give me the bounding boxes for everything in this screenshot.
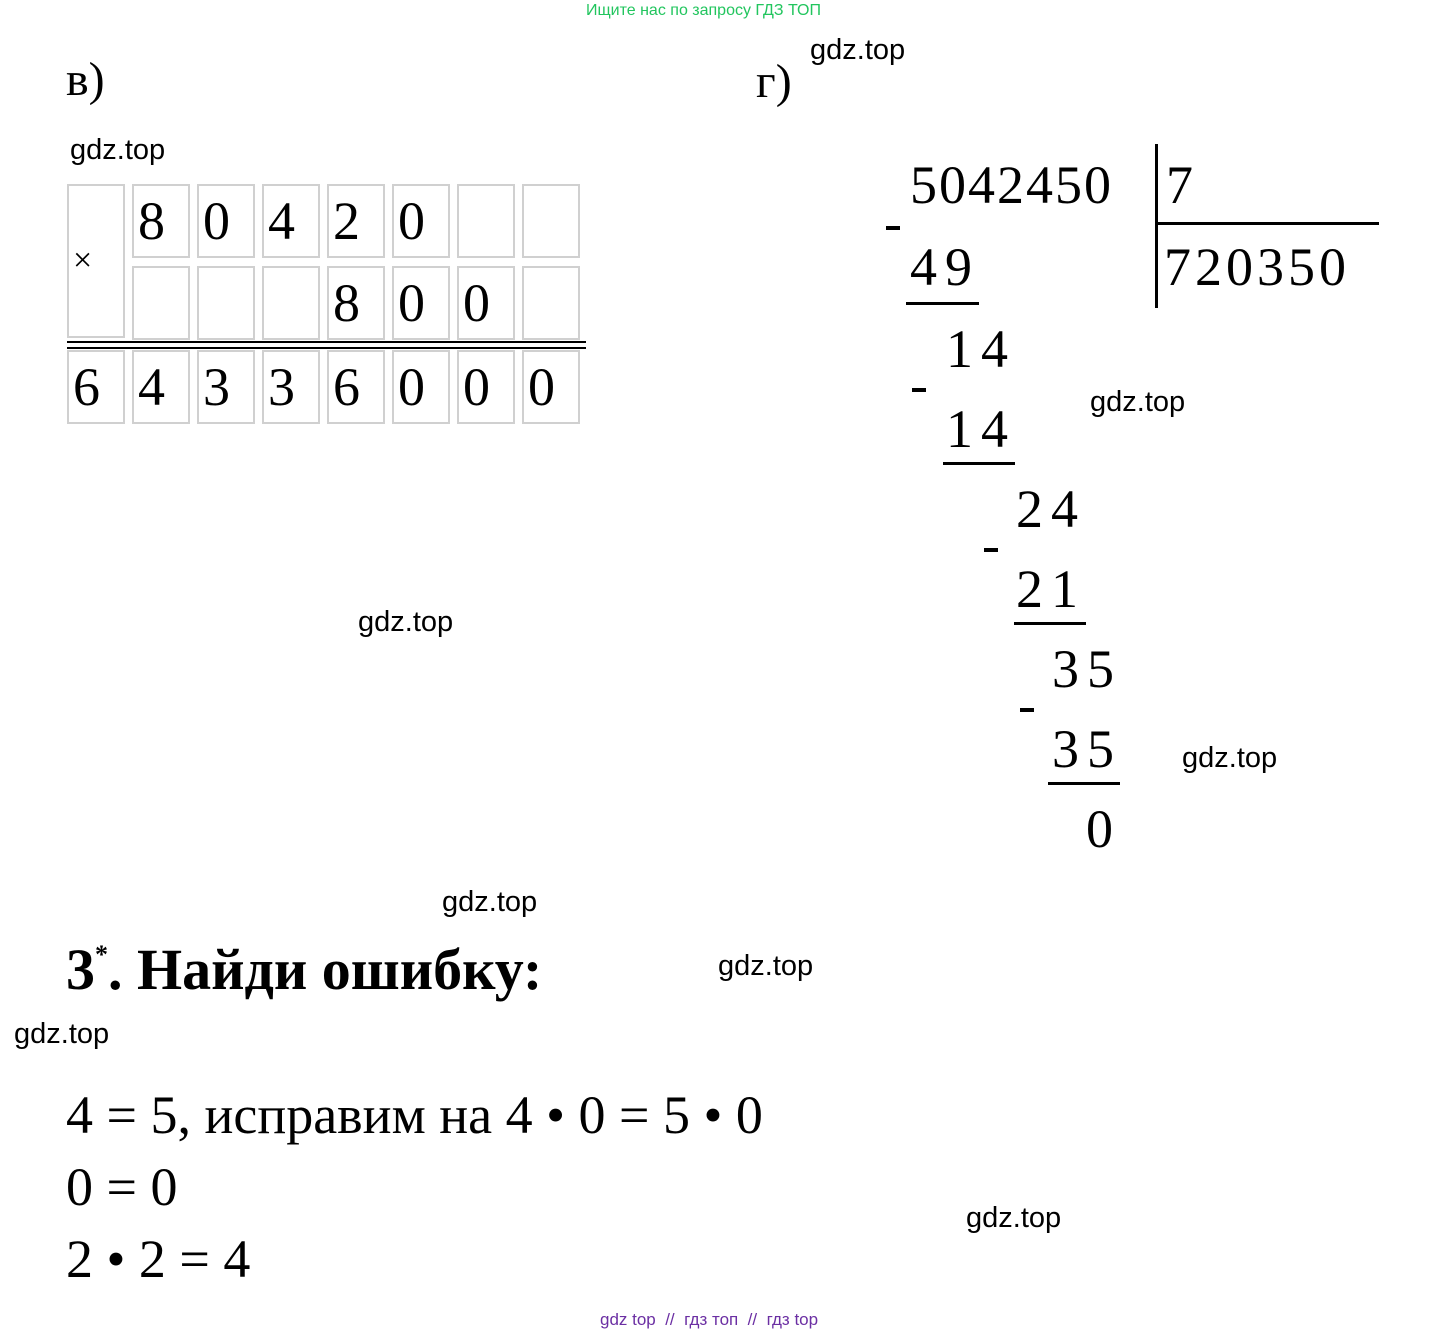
subtrahend: 35 bbox=[1052, 719, 1122, 779]
divisor: 7 bbox=[1166, 155, 1201, 215]
watermark: gdz.top bbox=[810, 34, 906, 66]
step-line bbox=[1014, 622, 1086, 625]
minus-sign bbox=[1020, 708, 1034, 712]
watermark: gdz.top bbox=[70, 134, 166, 166]
subtrahend: 21 bbox=[1016, 559, 1086, 619]
multiplicand-digit: 8 bbox=[132, 184, 190, 258]
product-digit: 3 bbox=[197, 350, 255, 424]
watermark: gdz.top bbox=[14, 1018, 110, 1050]
minus-sign bbox=[912, 388, 926, 392]
division-bar bbox=[1155, 144, 1158, 308]
operator-cell bbox=[67, 184, 125, 338]
task-heading bbox=[66, 936, 542, 1003]
empty-cell bbox=[522, 184, 580, 258]
search-banner: Ищите нас по запросу ГДЗ ТОП bbox=[586, 2, 821, 19]
step-line bbox=[906, 302, 979, 305]
empty-cell bbox=[262, 266, 320, 340]
step-line bbox=[943, 462, 1015, 465]
multiplier-digit: 0 bbox=[457, 266, 515, 340]
minuend: 24 bbox=[1016, 479, 1086, 539]
product-digit: 0 bbox=[392, 350, 450, 424]
step-line bbox=[1048, 782, 1120, 785]
multiplier-digit: 0 bbox=[392, 266, 450, 340]
watermark: gdz.top bbox=[358, 606, 454, 638]
quotient: 720350 bbox=[1164, 237, 1350, 297]
subtrahend: 49 bbox=[910, 237, 980, 297]
quotient-line bbox=[1157, 222, 1379, 225]
product-digit: 4 bbox=[132, 350, 190, 424]
minuend: 14 bbox=[946, 319, 1016, 379]
multiplicand-digit: 0 bbox=[197, 184, 255, 258]
product-digit: 6 bbox=[67, 350, 125, 424]
result-line bbox=[67, 347, 586, 349]
dividend: 5042450 bbox=[910, 155, 1113, 215]
empty-cell bbox=[457, 184, 515, 258]
product-digit: 0 bbox=[522, 350, 580, 424]
task-star: * bbox=[95, 940, 108, 969]
remainder: 0 bbox=[1086, 799, 1121, 859]
product-digit: 3 bbox=[262, 350, 320, 424]
empty-cell bbox=[132, 266, 190, 340]
subtrahend: 14 bbox=[946, 399, 1016, 459]
empty-cell bbox=[522, 266, 580, 340]
multiplicand-digit: 2 bbox=[327, 184, 385, 258]
footer-watermark: gdz top // гдз топ // гдз top bbox=[600, 1310, 819, 1329]
watermark: gdz.top bbox=[1090, 386, 1186, 418]
watermark: gdz.top bbox=[442, 886, 538, 918]
empty-cell bbox=[197, 266, 255, 340]
part-v-label: в) bbox=[66, 53, 105, 106]
task-title: . Найди ошибку: bbox=[108, 937, 543, 1002]
watermark: gdz.top bbox=[718, 950, 814, 982]
multiplicand-digit: 4 bbox=[262, 184, 320, 258]
solution-line: 4 = 5, исправим на 4 • 0 = 5 • 0 bbox=[66, 1085, 763, 1145]
solution-line: 2 • 2 = 4 bbox=[66, 1229, 251, 1289]
product-digit: 0 bbox=[457, 350, 515, 424]
watermark: gdz.top bbox=[966, 1202, 1062, 1234]
watermark: gdz.top bbox=[1182, 742, 1278, 774]
minus-sign bbox=[886, 226, 900, 230]
multiplier-digit: 8 bbox=[327, 266, 385, 340]
multiplicand-digit: 0 bbox=[392, 184, 450, 258]
minus-sign bbox=[984, 548, 998, 552]
times-icon: × bbox=[73, 242, 93, 279]
part-g-label: г) bbox=[756, 55, 792, 108]
task-number: 3 bbox=[66, 937, 95, 1002]
product-digit: 6 bbox=[327, 350, 385, 424]
minuend: 35 bbox=[1052, 639, 1122, 699]
result-line bbox=[67, 341, 586, 343]
solution-line: 0 = 0 bbox=[66, 1157, 178, 1217]
